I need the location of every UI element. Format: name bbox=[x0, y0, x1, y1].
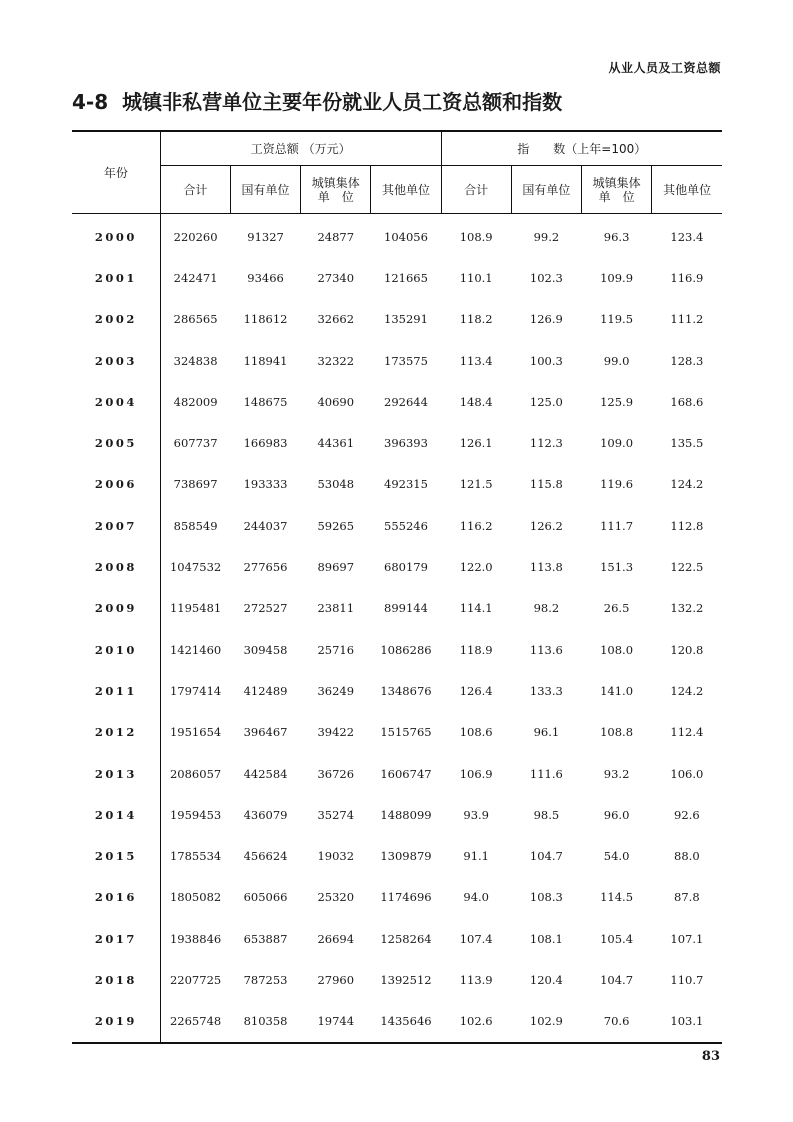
value-cell: 242471 bbox=[173, 270, 218, 285]
value-cell: 1086286 bbox=[380, 642, 432, 657]
value-cell: 126.1 bbox=[459, 436, 493, 451]
value-cell: 113.8 bbox=[529, 560, 563, 575]
sub-header-5: 国有单位 bbox=[511, 166, 581, 214]
value-cell: 96.1 bbox=[533, 725, 560, 740]
value-cell: 25320 bbox=[317, 890, 355, 905]
sub-header-7: 其他单位 bbox=[652, 166, 722, 214]
table-row bbox=[72, 877, 722, 918]
year-cell: 2013 bbox=[72, 753, 160, 794]
value-cell: 110.1 bbox=[459, 270, 493, 285]
value-cell: 166983 bbox=[243, 436, 288, 451]
value-cell: 1047532 bbox=[169, 560, 222, 575]
year-cell: 2006 bbox=[72, 464, 160, 505]
value-cell: 396393 bbox=[384, 436, 428, 451]
year-column-header: 年份 bbox=[72, 131, 160, 214]
value-cell: 98.2 bbox=[533, 601, 560, 616]
value-cell: 93.2 bbox=[603, 766, 630, 781]
value-cell: 104.7 bbox=[529, 849, 563, 864]
value-cell: 108.3 bbox=[529, 890, 563, 905]
value-cell: 899144 bbox=[384, 601, 428, 616]
page-number: 83 bbox=[701, 1049, 720, 1064]
value-cell: 44361 bbox=[317, 436, 355, 451]
year-cell: 2014 bbox=[72, 794, 160, 835]
value-cell: 32662 bbox=[317, 312, 355, 327]
value-cell: 35274 bbox=[317, 807, 355, 822]
value-cell: 220260 bbox=[173, 229, 218, 244]
value-cell: 1435646 bbox=[371, 1001, 441, 1043]
value-cell: 132.2 bbox=[670, 601, 704, 616]
value-cell: 99.2 bbox=[533, 229, 560, 244]
value-cell: 605066 bbox=[243, 890, 288, 905]
value-cell: 121665 bbox=[384, 270, 428, 285]
value-cell: 653887 bbox=[243, 931, 288, 946]
value-cell: 124.2 bbox=[670, 683, 704, 698]
value-cell: 108.1 bbox=[529, 931, 563, 946]
value-cell: 104056 bbox=[384, 229, 428, 244]
value-cell: 555246 bbox=[384, 518, 428, 533]
value-cell: 436079 bbox=[243, 807, 288, 822]
value-cell: 1174696 bbox=[380, 890, 432, 905]
value-cell: 1392512 bbox=[380, 972, 432, 987]
value-cell: 858549 bbox=[173, 518, 218, 533]
table-row bbox=[72, 505, 722, 546]
value-cell: 135.5 bbox=[670, 436, 704, 451]
value-cell: 126.4 bbox=[459, 683, 493, 698]
value-cell: 135291 bbox=[384, 312, 428, 327]
value-cell: 111.6 bbox=[529, 766, 563, 781]
value-cell: 116.9 bbox=[670, 270, 704, 285]
table-row bbox=[72, 381, 722, 422]
value-cell: 89697 bbox=[317, 560, 355, 575]
wage-table bbox=[72, 130, 722, 1044]
value-cell: 128.3 bbox=[670, 353, 704, 368]
table-title-text: 城镇非私营单位主要年份就业人员工资总额和指数 bbox=[122, 90, 563, 114]
table-row bbox=[72, 299, 722, 340]
value-cell: 1785534 bbox=[169, 849, 222, 864]
value-cell: 277656 bbox=[243, 560, 288, 575]
value-cell: 112.4 bbox=[670, 725, 704, 740]
value-cell: 102.3 bbox=[529, 270, 563, 285]
year-cell: 2000 bbox=[72, 214, 160, 258]
index-group-header: 指 数（上年=100） bbox=[441, 131, 722, 166]
wage-total-group-header: 工资总额 （万元） bbox=[160, 131, 441, 166]
year-cell: 2016 bbox=[72, 877, 160, 918]
value-cell: 272527 bbox=[243, 601, 288, 616]
value-cell: 113.9 bbox=[459, 972, 493, 987]
table-row bbox=[72, 340, 722, 381]
value-cell: 1309879 bbox=[380, 849, 432, 864]
table-row bbox=[72, 670, 722, 711]
value-cell: 112.3 bbox=[529, 436, 563, 451]
value-cell: 114.1 bbox=[459, 601, 493, 616]
table-row bbox=[72, 1001, 722, 1043]
value-cell: 119.6 bbox=[600, 477, 634, 492]
value-cell: 25716 bbox=[317, 642, 355, 657]
year-cell: 2018 bbox=[72, 959, 160, 1000]
year-cell: 2019 bbox=[72, 1001, 160, 1043]
value-cell: 1515765 bbox=[380, 725, 432, 740]
value-cell: 1606747 bbox=[380, 766, 432, 781]
value-cell: 93.9 bbox=[463, 807, 489, 822]
value-cell: 292644 bbox=[384, 394, 428, 409]
value-cell: 100.3 bbox=[529, 353, 563, 368]
value-cell: 118.9 bbox=[459, 642, 493, 657]
table-row bbox=[72, 712, 722, 753]
table-row bbox=[72, 588, 722, 629]
table-row bbox=[72, 753, 722, 794]
value-cell: 91.1 bbox=[463, 849, 489, 864]
value-cell: 122.0 bbox=[459, 560, 493, 575]
value-cell: 168.6 bbox=[670, 394, 704, 409]
value-cell: 36726 bbox=[317, 766, 355, 781]
value-cell: 124.2 bbox=[670, 477, 704, 492]
value-cell: 1195481 bbox=[169, 601, 222, 616]
value-cell: 87.8 bbox=[674, 890, 700, 905]
value-cell: 107.4 bbox=[459, 931, 493, 946]
value-cell: 53048 bbox=[317, 477, 355, 492]
year-cell: 2003 bbox=[72, 340, 160, 381]
value-cell: 27340 bbox=[317, 270, 355, 285]
value-cell: 1938846 bbox=[169, 931, 222, 946]
value-cell: 309458 bbox=[243, 642, 288, 657]
value-cell: 1258264 bbox=[380, 931, 432, 946]
value-cell: 126.2 bbox=[529, 518, 563, 533]
sub-header-2: 城镇集体 单 位 bbox=[301, 166, 371, 214]
year-cell: 2008 bbox=[72, 546, 160, 587]
value-cell: 125.0 bbox=[529, 394, 563, 409]
value-cell: 148675 bbox=[243, 394, 288, 409]
value-cell: 810358 bbox=[230, 1001, 300, 1043]
year-cell: 2010 bbox=[72, 629, 160, 670]
value-cell: 26694 bbox=[317, 931, 355, 946]
value-cell: 118941 bbox=[243, 353, 288, 368]
value-cell: 119.5 bbox=[600, 312, 634, 327]
year-cell: 2004 bbox=[72, 381, 160, 422]
value-cell: 607737 bbox=[173, 436, 218, 451]
sub-header-3: 其他单位 bbox=[371, 166, 441, 214]
value-cell: 113.4 bbox=[459, 353, 493, 368]
value-cell: 1805082 bbox=[169, 890, 222, 905]
table-body bbox=[72, 214, 722, 1043]
value-cell: 482009 bbox=[173, 394, 218, 409]
value-cell: 105.4 bbox=[600, 931, 634, 946]
value-cell: 118612 bbox=[243, 312, 288, 327]
value-cell: 27960 bbox=[317, 972, 355, 987]
table-row bbox=[72, 835, 722, 876]
year-cell: 2017 bbox=[72, 918, 160, 959]
value-cell: 111.7 bbox=[600, 518, 634, 533]
value-cell: 39422 bbox=[317, 725, 355, 740]
value-cell: 1951654 bbox=[169, 725, 222, 740]
value-cell: 442584 bbox=[243, 766, 288, 781]
value-cell: 125.9 bbox=[600, 394, 634, 409]
value-cell: 36249 bbox=[317, 683, 355, 698]
value-cell: 94.0 bbox=[463, 890, 489, 905]
value-cell: 2207725 bbox=[169, 972, 222, 987]
value-cell: 122.5 bbox=[670, 560, 704, 575]
value-cell: 396467 bbox=[243, 725, 288, 740]
value-cell: 98.5 bbox=[533, 807, 560, 822]
table-number: 4-8 bbox=[72, 90, 109, 114]
value-cell: 412489 bbox=[243, 683, 288, 698]
sub-header-0: 合计 bbox=[160, 166, 230, 214]
value-cell: 96.0 bbox=[603, 807, 630, 822]
year-cell: 2005 bbox=[72, 422, 160, 463]
table-row bbox=[72, 257, 722, 298]
value-cell: 99.0 bbox=[603, 353, 630, 368]
value-cell: 787253 bbox=[243, 972, 288, 987]
value-cell: 106.9 bbox=[459, 766, 493, 781]
table-row bbox=[72, 214, 722, 258]
value-cell: 126.9 bbox=[529, 312, 563, 327]
value-cell: 115.8 bbox=[529, 477, 563, 492]
value-cell: 133.3 bbox=[529, 683, 563, 698]
value-cell: 148.4 bbox=[459, 394, 493, 409]
table-title bbox=[72, 86, 562, 115]
value-cell: 141.0 bbox=[600, 683, 634, 698]
value-cell: 91327 bbox=[247, 229, 284, 244]
value-cell: 93466 bbox=[247, 270, 284, 285]
value-cell: 1348676 bbox=[380, 683, 432, 698]
year-cell: 2001 bbox=[72, 257, 160, 298]
value-cell: 70.6 bbox=[581, 1001, 651, 1043]
value-cell: 111.2 bbox=[670, 312, 704, 327]
year-cell: 2015 bbox=[72, 835, 160, 876]
value-cell: 26.5 bbox=[603, 601, 630, 616]
year-cell: 2002 bbox=[72, 299, 160, 340]
value-cell: 108.0 bbox=[600, 642, 634, 657]
value-cell: 116.2 bbox=[459, 518, 493, 533]
value-cell: 1421460 bbox=[169, 642, 222, 657]
value-cell: 19032 bbox=[317, 849, 355, 864]
value-cell: 123.4 bbox=[670, 229, 704, 244]
value-cell: 324838 bbox=[173, 353, 218, 368]
table-row bbox=[72, 464, 722, 505]
value-cell: 19744 bbox=[301, 1001, 371, 1043]
value-cell: 456624 bbox=[243, 849, 288, 864]
value-cell: 102.6 bbox=[441, 1001, 511, 1043]
value-cell: 112.8 bbox=[670, 518, 704, 533]
value-cell: 151.3 bbox=[600, 560, 634, 575]
value-cell: 1797414 bbox=[169, 683, 222, 698]
value-cell: 108.6 bbox=[459, 725, 493, 740]
year-cell: 2012 bbox=[72, 712, 160, 753]
sub-header-4: 合计 bbox=[441, 166, 511, 214]
value-cell: 109.0 bbox=[600, 436, 634, 451]
value-cell: 96.3 bbox=[603, 229, 630, 244]
table-row bbox=[72, 629, 722, 670]
table-row bbox=[72, 918, 722, 959]
year-cell: 2011 bbox=[72, 670, 160, 711]
value-cell: 40690 bbox=[317, 394, 355, 409]
value-cell: 88.0 bbox=[674, 849, 700, 864]
value-cell: 54.0 bbox=[603, 849, 630, 864]
table-row bbox=[72, 546, 722, 587]
value-cell: 114.5 bbox=[600, 890, 634, 905]
value-cell: 193333 bbox=[243, 477, 288, 492]
value-cell: 110.7 bbox=[670, 972, 704, 987]
value-cell: 32322 bbox=[317, 353, 355, 368]
value-cell: 1488099 bbox=[380, 807, 432, 822]
value-cell: 244037 bbox=[243, 518, 288, 533]
value-cell: 120.8 bbox=[670, 642, 704, 657]
value-cell: 738697 bbox=[173, 477, 218, 492]
value-cell: 108.8 bbox=[600, 725, 634, 740]
value-cell: 92.6 bbox=[674, 807, 700, 822]
value-cell: 1959453 bbox=[169, 807, 222, 822]
value-cell: 59265 bbox=[317, 518, 355, 533]
value-cell: 113.6 bbox=[529, 642, 563, 657]
value-cell: 120.4 bbox=[529, 972, 563, 987]
value-cell: 2265748 bbox=[160, 1001, 230, 1043]
value-cell: 121.5 bbox=[459, 477, 493, 492]
running-head: 从业人员及工资总额 bbox=[608, 61, 721, 75]
table-row bbox=[72, 422, 722, 463]
value-cell: 102.9 bbox=[511, 1001, 581, 1043]
table-row bbox=[72, 794, 722, 835]
value-cell: 492315 bbox=[384, 477, 428, 492]
table-row bbox=[72, 959, 722, 1000]
value-cell: 104.7 bbox=[600, 972, 634, 987]
value-cell: 23811 bbox=[317, 601, 355, 616]
year-cell: 2007 bbox=[72, 505, 160, 546]
value-cell: 107.1 bbox=[670, 931, 704, 946]
value-cell: 106.0 bbox=[670, 766, 704, 781]
value-cell: 108.9 bbox=[459, 229, 493, 244]
value-cell: 118.2 bbox=[459, 312, 493, 327]
value-cell: 24877 bbox=[317, 229, 355, 244]
sub-header-1: 国有单位 bbox=[230, 166, 300, 214]
value-cell: 2086057 bbox=[169, 766, 222, 781]
year-cell: 2009 bbox=[72, 588, 160, 629]
value-cell: 173575 bbox=[384, 353, 428, 368]
value-cell: 286565 bbox=[173, 312, 218, 327]
value-cell: 680179 bbox=[384, 560, 428, 575]
sub-header-row bbox=[72, 166, 722, 214]
value-cell: 103.1 bbox=[652, 1001, 722, 1043]
sub-header-6: 城镇集体 单 位 bbox=[581, 166, 651, 214]
value-cell: 109.9 bbox=[600, 270, 634, 285]
